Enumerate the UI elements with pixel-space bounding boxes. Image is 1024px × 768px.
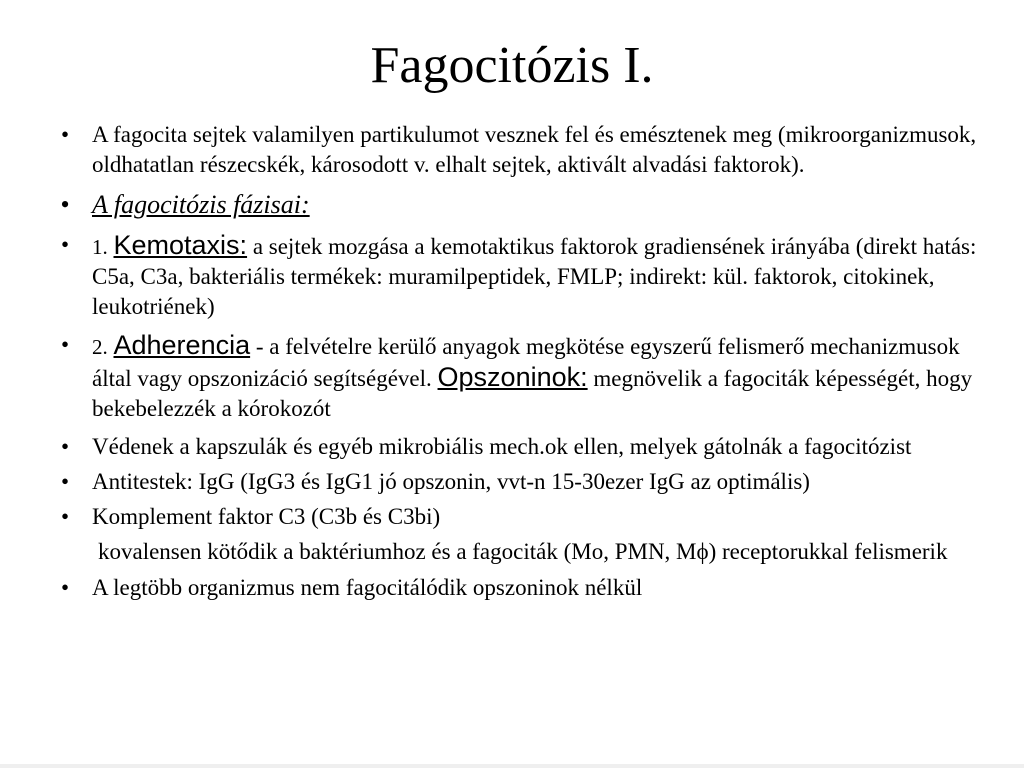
bullet-item-adherencia — [55, 330, 995, 424]
bullet-icon: • — [60, 232, 70, 257]
bottom-divider — [0, 764, 1024, 768]
bullet-icon: • — [60, 504, 70, 529]
term-opszoninok: Opszoninok: — [437, 362, 588, 392]
bullet-text: Antitestek: IgG (IgG3 és IgG1 jó opszonin, vvt-n 15-30ezer IgG az optimális) — [92, 469, 810, 494]
bullet-item-definition — [55, 120, 995, 180]
bullet-text: - a felvételre kerülő anyagok megkötése egyszerű felismerő mechanizmusok által vagy opszonizáció segítségével. — [92, 334, 960, 391]
bullet-item-opsonin-requirement — [55, 573, 995, 603]
bullet-icon: • — [60, 575, 70, 600]
bullet-icon: • — [60, 469, 70, 494]
bullet-item-capsules — [55, 432, 995, 462]
bullet-item-kemotaxis — [55, 230, 995, 322]
phase-term-adherencia: Adherencia — [113, 330, 251, 360]
bullet-item-phases-heading — [55, 188, 995, 222]
bullet-item-antibodies — [55, 467, 995, 497]
bullet-text-continued: megnövelik a fagociták képességét, hogy bekebelezzék a kórokozót — [92, 366, 973, 421]
bullet-text: Komplement faktor C3 (C3b és C3bi) — [92, 504, 441, 529]
complement-continuation — [55, 537, 995, 567]
continuation-text: kovalensen kötődik a baktériumhoz és a fagociták (Mo, PMN, Mϕ) receptorukkal felismerik — [98, 539, 948, 564]
bullet-item-complement — [55, 502, 995, 532]
phase-term-kemotaxis: Kemotaxis: — [113, 230, 248, 260]
bullet-text: A fagocita sejtek valamilyen partikulumot vesznek fel és emésztenek meg (mikroorganizmusok, oldhatatlan részecskék, károsodott v. elhalt sejtek, aktivált alvadási faktorok). — [92, 122, 977, 177]
phases-heading: A fagocitózis fázisai: — [92, 190, 310, 219]
bullet-icon: • — [60, 122, 70, 147]
bullet-list — [55, 120, 995, 608]
bullet-text: a sejtek mozgása a kemotaktikus faktorok gradiensének irányába (direkt hatás: C5a, C3a, bakteriális termékek: muramilpeptidek, FMLP; indirekt: kül. faktorok, citokinek, leukotriének) — [92, 234, 977, 319]
slide-title: Fagocitózis I. — [370, 37, 654, 94]
phase-number: 1. — [92, 235, 108, 259]
bullet-icon: • — [60, 190, 70, 219]
bullet-text: A legtöbb organizmus nem fagocitálódik opszoninok nélkül — [92, 575, 643, 600]
bullet-icon: • — [60, 332, 70, 357]
phase-number: 2. — [92, 335, 108, 359]
bullet-text: Védenek a kapszulák és egyéb mikrobiális mech.ok ellen, melyek gátolnák a fagocitózist — [92, 434, 912, 459]
bullet-icon: • — [60, 434, 70, 459]
